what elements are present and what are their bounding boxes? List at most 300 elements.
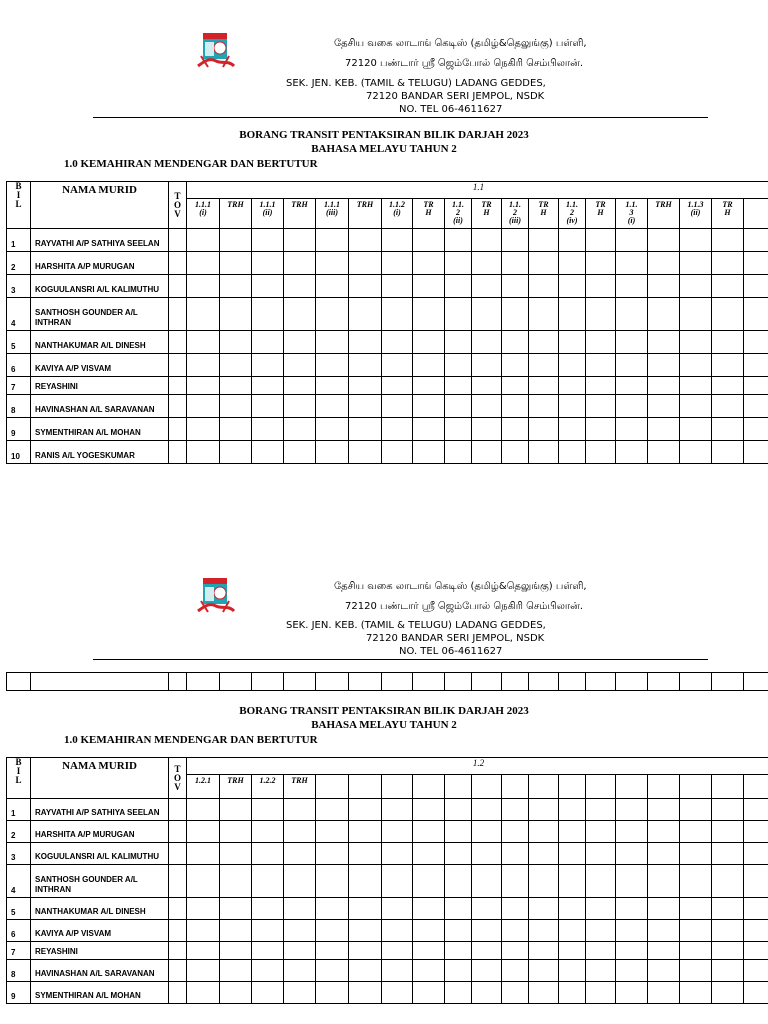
score-cell[interactable] xyxy=(586,298,616,331)
score-cell[interactable] xyxy=(349,418,382,441)
score-cell[interactable] xyxy=(382,799,413,821)
score-cell[interactable] xyxy=(382,229,413,252)
score-cell[interactable] xyxy=(502,865,529,898)
score-cell[interactable] xyxy=(413,982,445,1004)
score-cell[interactable] xyxy=(586,898,616,920)
score-cell[interactable] xyxy=(559,441,586,464)
score-cell[interactable] xyxy=(252,298,284,331)
score-cell[interactable] xyxy=(586,354,616,377)
score-cell[interactable] xyxy=(252,865,284,898)
score-cell[interactable] xyxy=(413,252,445,275)
score-cell[interactable] xyxy=(252,843,284,865)
score-cell[interactable] xyxy=(445,395,472,418)
score-cell[interactable] xyxy=(680,942,712,960)
score-cell[interactable] xyxy=(472,799,502,821)
score-cell[interactable] xyxy=(316,799,349,821)
score-cell[interactable] xyxy=(744,960,768,982)
score-cell[interactable] xyxy=(445,377,472,395)
score-cell[interactable] xyxy=(712,298,744,331)
score-cell[interactable] xyxy=(502,275,529,298)
score-cell[interactable] xyxy=(349,982,382,1004)
score-cell[interactable] xyxy=(252,229,284,252)
score-cell[interactable] xyxy=(616,441,648,464)
score-cell[interactable] xyxy=(559,960,586,982)
score-cell[interactable] xyxy=(529,982,559,1004)
score-cell[interactable] xyxy=(586,229,616,252)
score-cell[interactable] xyxy=(382,960,413,982)
score-cell[interactable] xyxy=(559,920,586,942)
score-cell[interactable] xyxy=(220,920,252,942)
score-cell[interactable] xyxy=(220,395,252,418)
score-cell[interactable] xyxy=(349,942,382,960)
score-cell[interactable] xyxy=(529,821,559,843)
score-cell[interactable] xyxy=(744,441,768,464)
score-cell[interactable] xyxy=(252,331,284,354)
score-cell[interactable] xyxy=(349,331,382,354)
score-cell[interactable] xyxy=(349,354,382,377)
score-cell[interactable] xyxy=(712,898,744,920)
score-cell[interactable] xyxy=(316,898,349,920)
score-cell[interactable] xyxy=(445,275,472,298)
score-cell[interactable] xyxy=(284,354,316,377)
score-cell[interactable] xyxy=(472,252,502,275)
score-cell[interactable] xyxy=(445,960,472,982)
score-cell[interactable] xyxy=(472,920,502,942)
score-cell[interactable] xyxy=(382,821,413,843)
score-cell[interactable] xyxy=(349,821,382,843)
score-cell[interactable] xyxy=(349,229,382,252)
score-cell[interactable] xyxy=(349,441,382,464)
score-cell[interactable] xyxy=(744,865,768,898)
score-cell[interactable] xyxy=(502,960,529,982)
score-cell[interactable] xyxy=(169,843,187,865)
score-cell[interactable] xyxy=(382,441,413,464)
score-cell[interactable] xyxy=(502,942,529,960)
score-cell[interactable] xyxy=(648,354,680,377)
score-cell[interactable] xyxy=(744,920,768,942)
score-cell[interactable] xyxy=(744,354,768,377)
score-cell[interactable] xyxy=(586,252,616,275)
score-cell[interactable] xyxy=(252,898,284,920)
score-cell[interactable] xyxy=(187,920,220,942)
score-cell[interactable] xyxy=(744,298,768,331)
score-cell[interactable] xyxy=(502,821,529,843)
score-cell[interactable] xyxy=(252,960,284,982)
score-cell[interactable] xyxy=(445,898,472,920)
score-cell[interactable] xyxy=(316,942,349,960)
score-cell[interactable] xyxy=(472,942,502,960)
score-cell[interactable] xyxy=(680,441,712,464)
score-cell[interactable] xyxy=(616,799,648,821)
score-cell[interactable] xyxy=(169,982,187,1004)
score-cell[interactable] xyxy=(220,821,252,843)
score-cell[interactable] xyxy=(284,252,316,275)
score-cell[interactable] xyxy=(648,331,680,354)
score-cell[interactable] xyxy=(472,275,502,298)
score-cell[interactable] xyxy=(445,441,472,464)
score-cell[interactable] xyxy=(220,982,252,1004)
score-cell[interactable] xyxy=(529,298,559,331)
score-cell[interactable] xyxy=(712,942,744,960)
score-cell[interactable] xyxy=(648,275,680,298)
score-cell[interactable] xyxy=(616,331,648,354)
score-cell[interactable] xyxy=(187,229,220,252)
score-cell[interactable] xyxy=(413,229,445,252)
score-cell[interactable] xyxy=(472,298,502,331)
score-cell[interactable] xyxy=(316,920,349,942)
score-cell[interactable] xyxy=(680,298,712,331)
score-cell[interactable] xyxy=(712,982,744,1004)
score-cell[interactable] xyxy=(316,441,349,464)
score-cell[interactable] xyxy=(169,252,187,275)
score-cell[interactable] xyxy=(529,377,559,395)
score-cell[interactable] xyxy=(648,229,680,252)
score-cell[interactable] xyxy=(586,982,616,1004)
score-cell[interactable] xyxy=(284,821,316,843)
score-cell[interactable] xyxy=(316,821,349,843)
score-cell[interactable] xyxy=(220,275,252,298)
score-cell[interactable] xyxy=(744,821,768,843)
score-cell[interactable] xyxy=(529,395,559,418)
score-cell[interactable] xyxy=(413,354,445,377)
score-cell[interactable] xyxy=(502,331,529,354)
score-cell[interactable] xyxy=(316,354,349,377)
score-cell[interactable] xyxy=(445,298,472,331)
score-cell[interactable] xyxy=(187,942,220,960)
score-cell[interactable] xyxy=(316,395,349,418)
score-cell[interactable] xyxy=(413,843,445,865)
score-cell[interactable] xyxy=(413,799,445,821)
score-cell[interactable] xyxy=(529,843,559,865)
score-cell[interactable] xyxy=(472,821,502,843)
score-cell[interactable] xyxy=(744,229,768,252)
score-cell[interactable] xyxy=(559,252,586,275)
score-cell[interactable] xyxy=(616,898,648,920)
score-cell[interactable] xyxy=(744,982,768,1004)
score-cell[interactable] xyxy=(529,252,559,275)
score-cell[interactable] xyxy=(648,298,680,331)
score-cell[interactable] xyxy=(529,960,559,982)
score-cell[interactable] xyxy=(349,252,382,275)
score-cell[interactable] xyxy=(559,865,586,898)
score-cell[interactable] xyxy=(316,298,349,331)
score-cell[interactable] xyxy=(472,418,502,441)
score-cell[interactable] xyxy=(413,960,445,982)
score-cell[interactable] xyxy=(648,252,680,275)
score-cell[interactable] xyxy=(586,865,616,898)
score-cell[interactable] xyxy=(559,377,586,395)
score-cell[interactable] xyxy=(502,898,529,920)
score-cell[interactable] xyxy=(252,799,284,821)
score-cell[interactable] xyxy=(316,229,349,252)
score-cell[interactable] xyxy=(445,799,472,821)
score-cell[interactable] xyxy=(712,799,744,821)
score-cell[interactable] xyxy=(648,441,680,464)
score-cell[interactable] xyxy=(744,843,768,865)
score-cell[interactable] xyxy=(445,418,472,441)
score-cell[interactable] xyxy=(316,843,349,865)
score-cell[interactable] xyxy=(502,377,529,395)
score-cell[interactable] xyxy=(648,960,680,982)
score-cell[interactable] xyxy=(413,395,445,418)
score-cell[interactable] xyxy=(744,377,768,395)
score-cell[interactable] xyxy=(502,920,529,942)
score-cell[interactable] xyxy=(616,229,648,252)
score-cell[interactable] xyxy=(187,331,220,354)
score-cell[interactable] xyxy=(252,377,284,395)
score-cell[interactable] xyxy=(529,920,559,942)
score-cell[interactable] xyxy=(220,843,252,865)
score-cell[interactable] xyxy=(316,275,349,298)
score-cell[interactable] xyxy=(712,960,744,982)
score-cell[interactable] xyxy=(648,395,680,418)
score-cell[interactable] xyxy=(316,252,349,275)
score-cell[interactable] xyxy=(252,982,284,1004)
score-cell[interactable] xyxy=(284,229,316,252)
score-cell[interactable] xyxy=(169,395,187,418)
score-cell[interactable] xyxy=(680,275,712,298)
score-cell[interactable] xyxy=(502,395,529,418)
score-cell[interactable] xyxy=(472,395,502,418)
score-cell[interactable] xyxy=(559,331,586,354)
score-cell[interactable] xyxy=(445,331,472,354)
score-cell[interactable] xyxy=(559,275,586,298)
score-cell[interactable] xyxy=(680,395,712,418)
score-cell[interactable] xyxy=(744,395,768,418)
score-cell[interactable] xyxy=(680,982,712,1004)
score-cell[interactable] xyxy=(529,441,559,464)
score-cell[interactable] xyxy=(472,982,502,1004)
score-cell[interactable] xyxy=(187,441,220,464)
score-cell[interactable] xyxy=(529,354,559,377)
score-cell[interactable] xyxy=(502,229,529,252)
score-cell[interactable] xyxy=(382,982,413,1004)
score-cell[interactable] xyxy=(744,942,768,960)
score-cell[interactable] xyxy=(680,418,712,441)
score-cell[interactable] xyxy=(616,395,648,418)
score-cell[interactable] xyxy=(680,799,712,821)
score-cell[interactable] xyxy=(559,982,586,1004)
score-cell[interactable] xyxy=(680,331,712,354)
score-cell[interactable] xyxy=(284,418,316,441)
score-cell[interactable] xyxy=(712,377,744,395)
score-cell[interactable] xyxy=(712,331,744,354)
score-cell[interactable] xyxy=(712,229,744,252)
score-cell[interactable] xyxy=(616,865,648,898)
score-cell[interactable] xyxy=(252,395,284,418)
score-cell[interactable] xyxy=(382,252,413,275)
score-cell[interactable] xyxy=(648,865,680,898)
score-cell[interactable] xyxy=(529,799,559,821)
score-cell[interactable] xyxy=(382,865,413,898)
score-cell[interactable] xyxy=(559,354,586,377)
score-cell[interactable] xyxy=(220,799,252,821)
score-cell[interactable] xyxy=(586,960,616,982)
score-cell[interactable] xyxy=(472,898,502,920)
score-cell[interactable] xyxy=(252,920,284,942)
score-cell[interactable] xyxy=(284,275,316,298)
score-cell[interactable] xyxy=(220,865,252,898)
score-cell[interactable] xyxy=(529,229,559,252)
score-cell[interactable] xyxy=(616,982,648,1004)
score-cell[interactable] xyxy=(502,982,529,1004)
score-cell[interactable] xyxy=(284,960,316,982)
score-cell[interactable] xyxy=(559,799,586,821)
score-cell[interactable] xyxy=(529,275,559,298)
score-cell[interactable] xyxy=(502,441,529,464)
score-cell[interactable] xyxy=(744,418,768,441)
score-cell[interactable] xyxy=(252,354,284,377)
score-cell[interactable] xyxy=(712,275,744,298)
score-cell[interactable] xyxy=(744,799,768,821)
score-cell[interactable] xyxy=(169,331,187,354)
score-cell[interactable] xyxy=(712,920,744,942)
score-cell[interactable] xyxy=(616,275,648,298)
score-cell[interactable] xyxy=(648,982,680,1004)
score-cell[interactable] xyxy=(169,354,187,377)
score-cell[interactable] xyxy=(445,843,472,865)
score-cell[interactable] xyxy=(559,898,586,920)
score-cell[interactable] xyxy=(445,920,472,942)
score-cell[interactable] xyxy=(382,920,413,942)
score-cell[interactable] xyxy=(252,942,284,960)
score-cell[interactable] xyxy=(413,920,445,942)
score-cell[interactable] xyxy=(559,298,586,331)
score-cell[interactable] xyxy=(445,942,472,960)
score-cell[interactable] xyxy=(616,252,648,275)
score-cell[interactable] xyxy=(316,377,349,395)
score-cell[interactable] xyxy=(169,799,187,821)
score-cell[interactable] xyxy=(187,843,220,865)
score-cell[interactable] xyxy=(586,275,616,298)
score-cell[interactable] xyxy=(316,960,349,982)
score-cell[interactable] xyxy=(316,865,349,898)
score-cell[interactable] xyxy=(413,441,445,464)
score-cell[interactable] xyxy=(616,298,648,331)
score-cell[interactable] xyxy=(616,377,648,395)
score-cell[interactable] xyxy=(220,942,252,960)
score-cell[interactable] xyxy=(616,920,648,942)
score-cell[interactable] xyxy=(616,354,648,377)
score-cell[interactable] xyxy=(220,898,252,920)
score-cell[interactable] xyxy=(187,298,220,331)
score-cell[interactable] xyxy=(529,418,559,441)
score-cell[interactable] xyxy=(349,898,382,920)
score-cell[interactable] xyxy=(284,395,316,418)
score-cell[interactable] xyxy=(445,865,472,898)
score-cell[interactable] xyxy=(586,799,616,821)
score-cell[interactable] xyxy=(744,898,768,920)
score-cell[interactable] xyxy=(616,418,648,441)
score-cell[interactable] xyxy=(349,920,382,942)
score-cell[interactable] xyxy=(529,942,559,960)
score-cell[interactable] xyxy=(445,252,472,275)
score-cell[interactable] xyxy=(284,898,316,920)
score-cell[interactable] xyxy=(680,377,712,395)
score-cell[interactable] xyxy=(284,298,316,331)
score-cell[interactable] xyxy=(220,354,252,377)
score-cell[interactable] xyxy=(712,354,744,377)
score-cell[interactable] xyxy=(220,441,252,464)
score-cell[interactable] xyxy=(586,418,616,441)
score-cell[interactable] xyxy=(472,843,502,865)
score-cell[interactable] xyxy=(680,920,712,942)
score-cell[interactable] xyxy=(382,331,413,354)
score-cell[interactable] xyxy=(472,354,502,377)
score-cell[interactable] xyxy=(413,821,445,843)
score-cell[interactable] xyxy=(502,799,529,821)
score-cell[interactable] xyxy=(349,298,382,331)
score-cell[interactable] xyxy=(616,821,648,843)
score-cell[interactable] xyxy=(413,331,445,354)
score-cell[interactable] xyxy=(559,942,586,960)
score-cell[interactable] xyxy=(349,395,382,418)
score-cell[interactable] xyxy=(284,331,316,354)
score-cell[interactable] xyxy=(616,960,648,982)
score-cell[interactable] xyxy=(680,865,712,898)
score-cell[interactable] xyxy=(559,821,586,843)
score-cell[interactable] xyxy=(648,821,680,843)
score-cell[interactable] xyxy=(559,229,586,252)
score-cell[interactable] xyxy=(744,252,768,275)
score-cell[interactable] xyxy=(712,843,744,865)
score-cell[interactable] xyxy=(712,395,744,418)
score-cell[interactable] xyxy=(382,395,413,418)
score-cell[interactable] xyxy=(586,920,616,942)
score-cell[interactable] xyxy=(187,898,220,920)
score-cell[interactable] xyxy=(187,982,220,1004)
score-cell[interactable] xyxy=(413,898,445,920)
score-cell[interactable] xyxy=(413,942,445,960)
score-cell[interactable] xyxy=(586,942,616,960)
score-cell[interactable] xyxy=(284,843,316,865)
score-cell[interactable] xyxy=(648,843,680,865)
score-cell[interactable] xyxy=(349,960,382,982)
score-cell[interactable] xyxy=(169,898,187,920)
score-cell[interactable] xyxy=(502,418,529,441)
score-cell[interactable] xyxy=(413,377,445,395)
score-cell[interactable] xyxy=(744,331,768,354)
score-cell[interactable] xyxy=(316,982,349,1004)
score-cell[interactable] xyxy=(586,395,616,418)
score-cell[interactable] xyxy=(284,799,316,821)
score-cell[interactable] xyxy=(187,275,220,298)
score-cell[interactable] xyxy=(472,377,502,395)
score-cell[interactable] xyxy=(169,960,187,982)
score-cell[interactable] xyxy=(382,418,413,441)
score-cell[interactable] xyxy=(586,331,616,354)
score-cell[interactable] xyxy=(413,418,445,441)
score-cell[interactable] xyxy=(712,821,744,843)
score-cell[interactable] xyxy=(529,898,559,920)
score-cell[interactable] xyxy=(169,418,187,441)
score-cell[interactable] xyxy=(316,331,349,354)
score-cell[interactable] xyxy=(284,942,316,960)
score-cell[interactable] xyxy=(284,377,316,395)
score-cell[interactable] xyxy=(648,377,680,395)
score-cell[interactable] xyxy=(648,942,680,960)
score-cell[interactable] xyxy=(220,252,252,275)
score-cell[interactable] xyxy=(680,821,712,843)
score-cell[interactable] xyxy=(187,799,220,821)
score-cell[interactable] xyxy=(413,298,445,331)
score-cell[interactable] xyxy=(316,418,349,441)
score-cell[interactable] xyxy=(382,377,413,395)
score-cell[interactable] xyxy=(502,252,529,275)
score-cell[interactable] xyxy=(648,920,680,942)
score-cell[interactable] xyxy=(472,229,502,252)
score-cell[interactable] xyxy=(712,441,744,464)
